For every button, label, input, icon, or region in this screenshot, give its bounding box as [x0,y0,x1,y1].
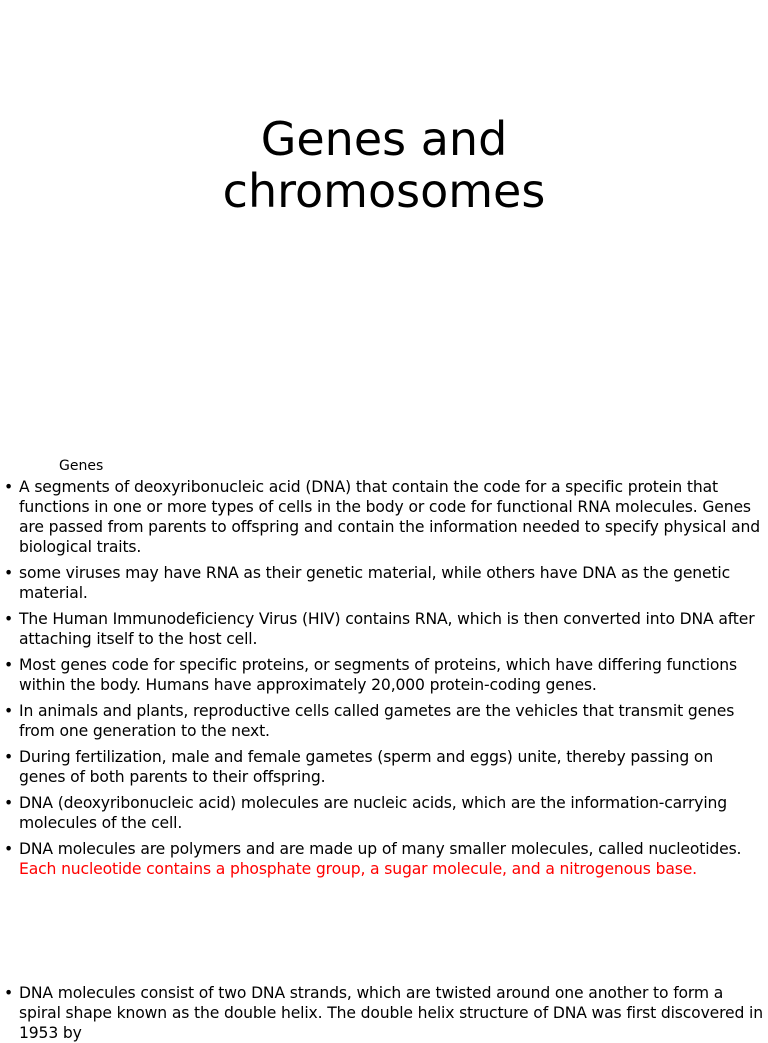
title-line-1: Genes and [260,112,508,166]
bullet-text: The Human Immunodeficiency Virus (HIV) contains RNA, which is then converted into DNA after attaching itself to the host cell. [19,610,755,648]
bullet-icon: • [4,564,14,582]
bullet-icon: • [4,702,14,720]
list-item [0,609,768,649]
bullet-list-continued [0,983,768,1043]
bullet-icon: • [4,748,14,766]
bullet-icon: • [4,794,14,812]
bullet-list [0,477,768,885]
bullet-text: Most genes code for specific proteins, or segments of proteins, which have differing functions within the body. Humans have approximately 20,000 protein-coding genes. [19,656,737,694]
bullet-text: some viruses may have RNA as their genetic material, while others have DNA as the genetic material. [19,564,731,602]
list-item [0,839,768,879]
bullet-text: A segments of deoxyribonucleic acid (DNA) that contain the code for a specific protein that functions in one or more types of cells in the body or code for functional RNA molecules. Genes are passed from parents to offspring and contain the information needed to specify physical and biological traits. [19,478,760,556]
list-item [0,793,768,833]
bullet-text: During fertilization, male and female gametes (sperm and eggs) unite, thereby passing on genes of both parents to their offspring. [19,748,714,786]
bullet-text: DNA molecules consist of two DNA strands, which are twisted around one another to form a spiral shape known as the double helix. The double helix structure of DNA was first discovered in 1953 by [19,984,763,1042]
list-item [0,563,768,603]
bullet-icon: • [4,656,14,674]
list-item [0,983,768,1043]
bullet-text: DNA (deoxyribonucleic acid) molecules are nucleic acids, which are the information-carrying molecules of the cell. [19,794,728,832]
list-item [0,477,768,557]
highlighted-text: Each nucleotide contains a phosphate group, a sugar molecule, and a nitrogenous base. [19,860,697,878]
bullet-text: In animals and plants, reproductive cells called gametes are the vehicles that transmit genes from one generation to the next. [19,702,735,740]
bullet-icon: • [4,984,14,1002]
bullet-text: DNA molecules are polymers and are made up of many smaller molecules, called nucleotides. [19,840,742,858]
page-title [0,113,768,217]
bullet-icon: • [4,840,14,858]
list-item [0,655,768,695]
list-item [0,747,768,787]
list-item [0,701,768,741]
bullet-icon: • [4,478,14,496]
section-heading: Genes [59,458,104,474]
bullet-icon: • [4,610,14,628]
title-line-2: chromosomes [222,164,546,218]
